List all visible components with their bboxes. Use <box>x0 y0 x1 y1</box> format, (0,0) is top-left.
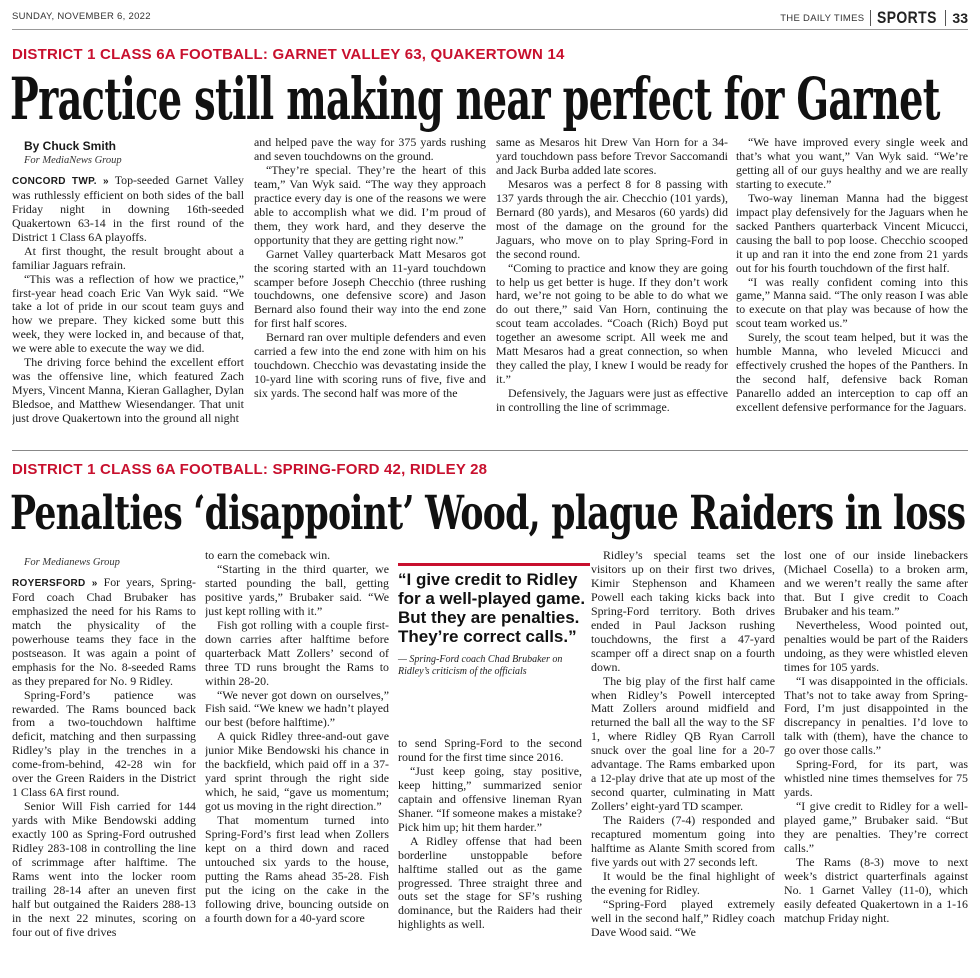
folio-page-number: 33 <box>952 10 968 26</box>
story2-paragraph: lost one of our inside linebackers (Michael Cosella) to a broken arm, and we weren’t really the same after that. But I give credit to Coach Brubaker and his team.” <box>784 549 968 618</box>
story2-paragraph: to earn the comeback win. <box>205 549 331 562</box>
story1-paragraph: Top-seeded Garnet Valley was ruthlessly efficient on both sides of the ball Friday night in downing 16th-seeded Quakertown 63-14 in the first round of the District 1 Class 6A playoffs. <box>12 172 244 244</box>
story2-paragraph: For years, Spring-Ford coach Chad Brubaker has emphasized the need for his Rams to match the physicality of the powerhouse teams they face in the postseason. It was again a point of emphasis for the No. 8-seeded Rams as they prepared for No. 9 Ridley. <box>12 574 196 688</box>
story2-paragraph: A quick Ridley three-and-out gave junior Mike Bendowski his chance in the backfield, which paid off in a 37-yard sprint through the right side which, he said, “gave us momentum; got us moving in the right direction.” <box>205 729 389 814</box>
story2-paragraph: “Starting in the third quarter, we started pounding the ball, getting positive yards,” Brubaker said. “We just kept rolling with it.” <box>205 561 389 618</box>
story2-lede <box>12 576 196 689</box>
story2-paragraph: “I give credit to Ridley for a well-played game,” Brubaker said. “But they are penalties. They’re correct calls.” <box>784 799 968 856</box>
folio-date: SUNDAY, NOVEMBER 6, 2022 <box>12 11 151 22</box>
story1-paragraph: Bernard ran over multiple defenders and even carried a few into the end zone with him on his touchdown. Checchio was devastating inside the 10-yard line with scoring runs of five, five and six yards. The second half was more of the <box>254 330 486 401</box>
folio-section-name: SPORTS <box>877 8 938 27</box>
story1-paragraph: Two-way lineman Manna had the biggest impact play defensively for the Jaguars when he sacked Panthers quarterback Vincent Micucci, causing the ball to pop loose. Checchio scooped it up and ran it into the end zone from 21 yards out for his fourth touchdown of the first half. <box>736 190 968 275</box>
story1-paragraph: Garnet Valley quarterback Matt Mesaros got the scoring started with an 11-yard touchdown scamper before Joseph Checchio (three rushing touchdowns, one defensive score) and Jason Bernard also found their way into the end zone for first half scores. <box>254 246 486 331</box>
story1-paragraph: “We have improved every single week and that’s what you want,” Van Wyk said. “We’re getting all of our guys healthy and we are really starting to execute.” <box>736 136 968 191</box>
story1-byline: By Chuck Smith <box>24 140 117 153</box>
story2-column-4 <box>591 549 775 972</box>
story2-paragraph: A Ridley offense that had been borderline unstoppable before halftime stalled out as the game progressed. Three straight three and outs set the stage for SF’s rushing dominance, but the Raiders had their highlights as well. <box>398 833 582 932</box>
story2-paragraph: “Just keep going, stay positive, keep hitting,” summarized senior captain and offensive lineman Ryan Shaner. “If someone makes a mistake? Pick him up; hit them harder.” <box>398 763 582 834</box>
story2-affiliation: For Medianews Group <box>24 557 120 568</box>
story2-paragraph: Fish got rolling with a couple first-down carries after halftime before quarterback Matt Zollers’ second of three TD runs brought the Rams to within 28-20. <box>205 617 389 688</box>
folio-paper-name: THE DAILY TIMES <box>780 12 865 24</box>
story1-paragraph: Defensively, the Jaguars were just as effective in controlling the line of scrimmage. <box>496 386 728 415</box>
page-folio <box>12 8 968 30</box>
story1-column-1 <box>12 140 244 442</box>
story2-column-1 <box>12 556 196 972</box>
story1-paragraph: and helped pave the way for 375 yards rushing and seven touchdowns on the ground. <box>254 136 486 163</box>
story2-paragraph: “I was disappointed in the officials. That’s not to take away from Spring-Ford, I’m just disappointed in the discrepancy in penalties. I’d love to talk with (them), have the chance to go over those calls.” <box>784 673 968 758</box>
story2-column-3 <box>398 737 582 972</box>
story2-headline: Penalties ‘disappoint’ Wood, plague Raiders in loss <box>10 486 966 541</box>
story1-column-4 <box>736 136 968 442</box>
story2-paragraph: That momentum turned into Spring-Ford’s first lead when Zollers kept on a third down and raced untouched six yards to the house, putting the Rams ahead 35-28. Fish put the icing on the cake in the following drive, bouncing outside on a fourth down for a 40-yard score <box>205 813 389 925</box>
story1-paragraph: The driving force behind the excellent effort was the offensive line, which featured Zach Myers, Vincent Manna, Kieran Gallagher, Dylan Bledsoe, and Matthew Wiesendanger. That unit just drove Quakertown into the ground all night <box>12 355 244 426</box>
story2-paragraph: The Rams (8-3) move to next week’s district quarterfinals against No. 1 Garnet Valley (11-0), which easily defeated Quakertown in a 1-16 matchup Friday night. <box>784 854 968 925</box>
folio-right <box>780 8 968 28</box>
story2-paragraph: Spring-Ford, for its part, was whistled nine times themselves for 75 yards. <box>784 757 968 800</box>
pull-quote-text: “I give credit to Ridley for a well-played game. But they are penalties. They’re correct calls.” <box>398 570 586 646</box>
pull-quote-attribution: — Spring-Ford coach Chad Brubaker on Ridley’s criticism of the officials <box>398 654 563 677</box>
story2-column-5 <box>784 549 968 972</box>
story2-paragraph: to send Spring-Ford to the second round for the first time since 2016. <box>398 737 582 764</box>
story2-paragraph: It would be the final highlight of the evening for Ridley. <box>591 868 775 897</box>
story1-column-3 <box>496 136 728 442</box>
folio-divider <box>870 10 871 26</box>
story1-paragraph: At first thought, the result brought about a familiar Jaguars refrain. <box>12 243 244 272</box>
story2-paragraph: “We never got down on ourselves,” Fish said. “We knew we hadn’t played our best (before halftime).” <box>205 687 389 730</box>
folio-divider <box>945 10 946 26</box>
story2-paragraph: Senior Will Fish carried for 144 yards with Mike Bendowski adding exactly 100 as Spring-Ford outrushed Ridley 283-108 in controlling the line of scrimmage after halftime. The Rams went into the locker room trailing 28-14 after an uneven first half but outgained the Raiders 288-13 in the next 22 minutes, scoring on four out of five drives <box>12 799 196 939</box>
story2-paragraph: Nevertheless, Wood pointed out, penalties would be part of the Raiders undoing, as they were whistled eleven times for 105 yards. <box>784 617 968 674</box>
story1-paragraph: “This was a reflection of how we practice,” first-year head coach Eric Van Wyk said. “We take a lot of pride in our scout team guys and how we prepare. They kicked some butt this week, they were locked in, and because of that, we were able to execute the way we did. <box>12 271 244 356</box>
story1-column-2 <box>254 136 486 442</box>
story2-dateline: ROYERSFORD » <box>12 577 98 589</box>
story1-paragraph: “Coming to practice and know they are going to help us get better is huge. If they don’t work hard, we’re not going to be able to do what we do out there,” said Van Horn, continuing the scout team accolades. “Coach (Rich) Boyd put together an awesome script. All week me and Matt Mesaros had a great connection, so when they called the play, I knew I would be ready for it.” <box>496 260 728 387</box>
story2-paragraph: The big play of the first half came when Ridley’s Powell intercepted Matt Zollers around midfield and returned the ball all the way to the SF 1, where Ridley QB Ryan Carroll snuck over the goal line for a 20-7 advantage. The Rams embarked upon a 12-play drive that ate up most of the second quarter, culminating in Matt Zollers’ eight-yard TD scamper. <box>591 673 775 814</box>
story2-paragraph: Spring-Ford’s patience was rewarded. The Rams bounced back from a two-touchdown halftime deficit, matching and then surpassing Ridley’s play in the trenches in a come-from-behind, 42-28 win for over the Green Raiders in the District 1 Class 6A first round. <box>12 687 196 800</box>
story1-lede <box>12 174 244 245</box>
story1-headline: Practice still making near perfect for Garnet <box>10 65 940 133</box>
story1-paragraph: Surely, the scout team helped, but it was the humble Manna, who leveled Micucci and effectively crushed the hopes of the Panthers. In the second half, defensive back Roman Panarello added an interception to cap off an excellent defensive performance for the Jaguars. <box>736 330 968 415</box>
story2-paragraph: Ridley’s special teams set the visitors up on their first two drives, Kimir Stephenson and Khameen Powell each taking kicks back into Spring-Ford territory. Both drives ended in Paul Jackson rushing touchdowns, the first a 47-yard scamper off a direct snap on a fourth down. <box>591 549 775 674</box>
story1-paragraph: same as Mesaros hit Drew Van Horn for a 34-yard touchdown pass before Trevor Saccomandi and Jack Burba added late scores. <box>496 136 728 177</box>
story2-paragraph: “Spring-Ford played extremely well in the second half,” Ridley coach Dave Wood said. “We <box>591 896 775 939</box>
pull-quote <box>398 563 590 678</box>
story-divider <box>12 450 968 451</box>
story2-column-2 <box>205 549 389 972</box>
story2-kicker: DISTRICT 1 CLASS 6A FOOTBALL: SPRING-FORD 42, RIDLEY 28 <box>12 461 488 478</box>
story1-paragraph: “They’re special. They’re the heart of this team,” Van Wyk said. “The way they approach practice every day is one of the reasons we were able to accomplish what we did. I’m proud of them, they work hard, and they deserve the opportunity that they are getting right now.” <box>254 162 486 247</box>
story1-affiliation: For MediaNews Group <box>24 154 122 166</box>
story2-paragraph: The Raiders (7-4) responded and recaptured momentum going into halftime as Alante Smith scored from five yards out with 27 seconds left. <box>591 813 775 869</box>
story1-kicker: DISTRICT 1 CLASS 6A FOOTBALL: GARNET VALLEY 63, QUAKERTOWN 14 <box>12 46 565 63</box>
story1-paragraph: Mesaros was a perfect 8 for 8 passing with 137 yards through the air. Checchio (101 yards), Bernard (80 yards), and Mesaros (60 yards) did most of the damage on the ground for the Jaguars, who move on to play Spring-Ford in the second round. <box>496 176 728 261</box>
story1-dateline: CONCORD TWP. » <box>12 175 109 187</box>
story1-paragraph: “I was really confident coming into this game,” Manna said. “The only reason I was able to execute on that play was because of how the scout team worked us.” <box>736 274 968 331</box>
